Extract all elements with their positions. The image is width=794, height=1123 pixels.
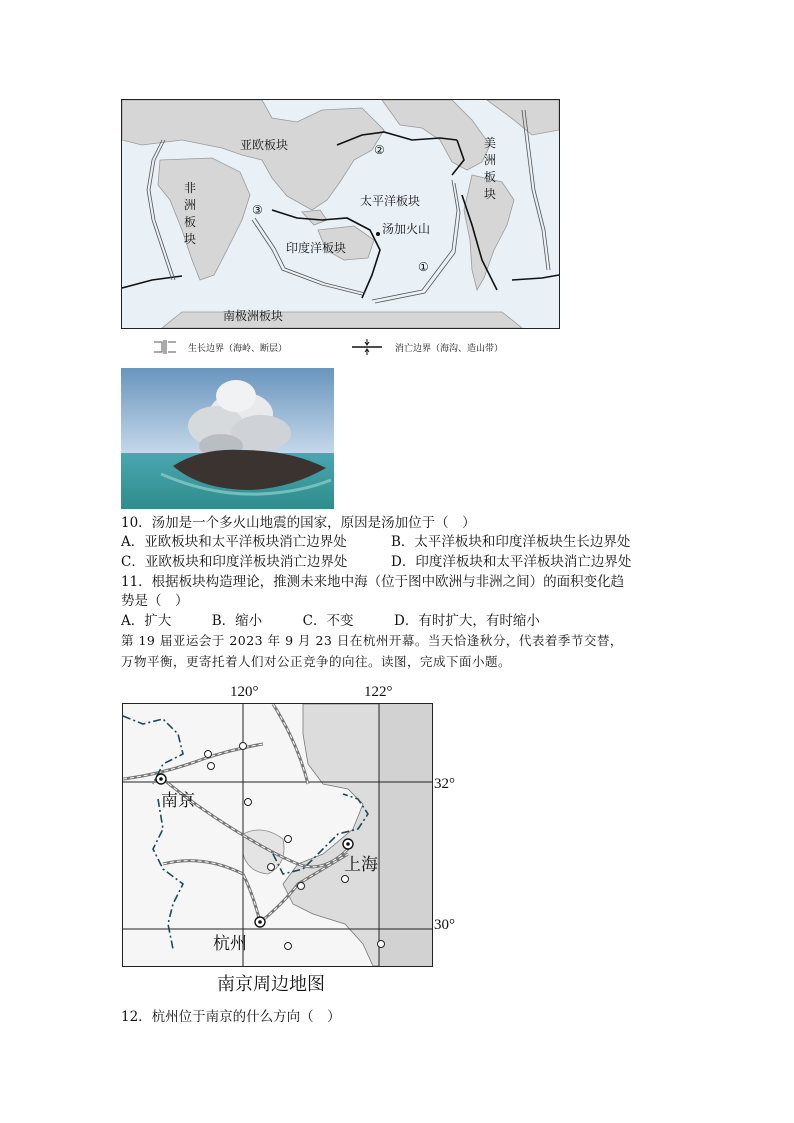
longitude-122-label: 122°: [364, 684, 393, 700]
legend-constructive-label: 生长边界（海岭、断层）: [188, 344, 288, 354]
marker-1: ①: [418, 260, 429, 274]
label-tonga-volcano: 汤加火山: [382, 222, 431, 236]
plate-map-legend: [150, 336, 560, 358]
tonga-volcano-photo: [121, 368, 334, 509]
plate-tectonics-map: [121, 99, 560, 329]
latitude-30-label: 30°: [434, 917, 455, 933]
question-10-option-c: C．亚欧板块和印度洋板块消亡边界处: [121, 554, 348, 570]
question-11-stem-line1: 11．根据板块构造理论，推测未来地中海（位于图中欧洲与非洲之间）的面积变化趋: [121, 574, 625, 590]
question-10-option-a: A．亚欧板块和太平洋板块消亡边界处: [121, 534, 347, 550]
constructive-boundary-icon: [150, 338, 180, 356]
label-american-plate: 美洲板块: [484, 136, 497, 201]
nanjing-surroundings-map: [122, 703, 433, 967]
label-african-plate: 非洲板块: [184, 181, 197, 246]
question-12-stem: 12．杭州位于南京的什么方向（ ）: [121, 1009, 341, 1025]
asian-games-intro-line2: 万物平衡，更寄托着人们对公正竞争的向往。读图，完成下面小题。: [121, 654, 512, 669]
legend-destructive-label: 消亡边界（海沟、造山带）: [395, 344, 504, 354]
destructive-boundary-icon: [350, 338, 384, 356]
city-label-shanghai: 上海: [344, 855, 378, 875]
label-indian-plate: 印度洋板块: [286, 241, 347, 255]
map-caption: 南京周边地图: [217, 974, 325, 995]
question-10-stem: 10．汤加是一个多火山地震的国家，原因是汤加位于（ ）: [121, 515, 476, 531]
question-11-stem-line2: 势是（ ）: [121, 593, 189, 609]
label-pacific-plate: 太平洋板块: [360, 194, 421, 208]
asian-games-intro-line1: 第 19 届亚运会于 2023 年 9 月 23 日在杭州开幕。当天恰逢秋分，代表着季节交替，: [121, 633, 623, 648]
question-10-option-b: B．太平洋板块和印度洋板块生长边界处: [391, 534, 631, 550]
marker-3: ③: [252, 203, 263, 217]
label-antarctic-plate: 南极洲板块: [223, 309, 284, 323]
latitude-32-label: 32°: [434, 776, 455, 792]
label-eurasian-plate: 亚欧板块: [240, 138, 289, 152]
longitude-120-label: 120°: [230, 684, 259, 700]
nanjing-map-graphic: [123, 704, 432, 966]
marker-2: ②: [374, 143, 385, 157]
question-10-option-d: D．印度洋板块和太平洋板块消亡边界处: [391, 554, 632, 570]
question-11-options: A．扩大 B．缩小 C．不变 D．有时扩大，有时缩小: [121, 613, 540, 629]
city-label-nanjing: 南京: [161, 791, 195, 811]
volcano-eruption-image: [121, 368, 334, 509]
city-label-hangzhou: 杭州: [213, 934, 247, 954]
